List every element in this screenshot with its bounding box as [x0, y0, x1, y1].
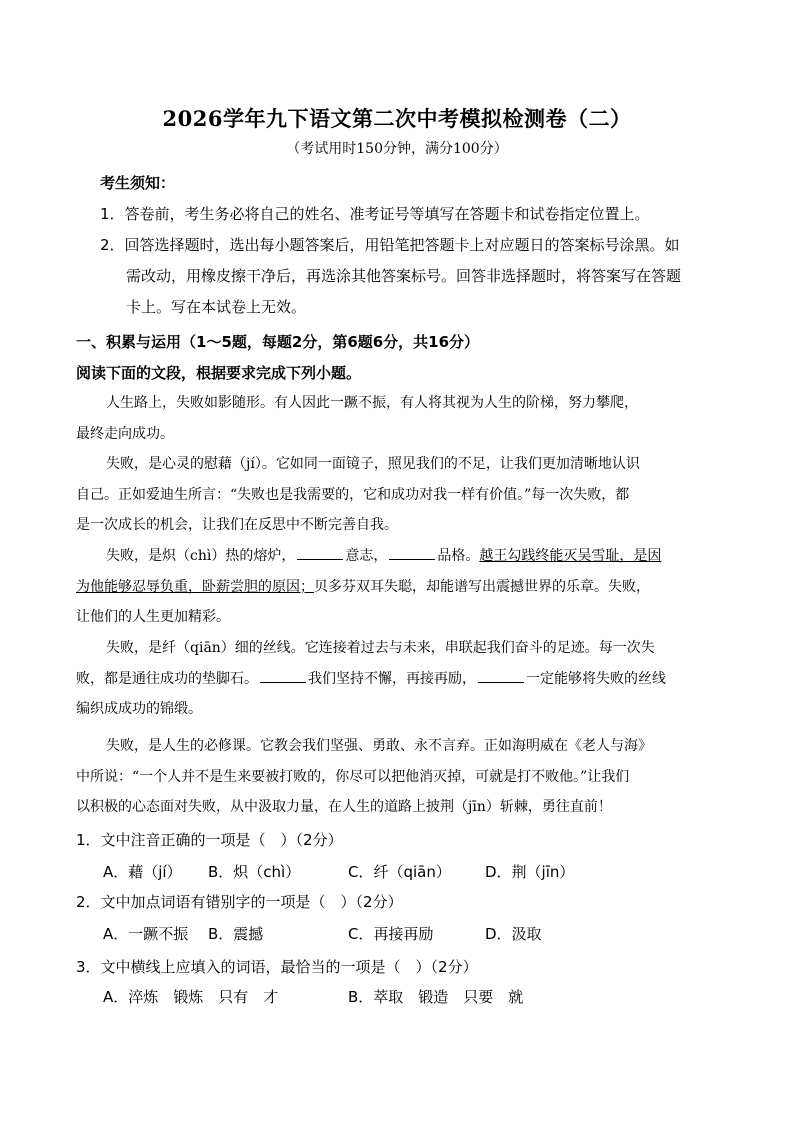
option-d: D．汲取 [485, 925, 542, 943]
question-1: 1．文中注音正确的一项是（ ）（2分） [76, 831, 343, 849]
passage-line: 失败，是纤（qiān）细的丝线。它连接着过去与未来，串联起我们奋斗的足迹。每一次失 [106, 640, 655, 656]
passage-paragraph-5 [76, 731, 726, 823]
passage-line: 让他们的人生更加精彩。 [76, 609, 230, 625]
exam-subtitle: （考试用时150分钟，满分100分） [286, 141, 508, 157]
notice-item-2-line-1: 2．回答选择题时，选出每小题答案后，用铅笔把答题卡上对应题日的答案标号涂黑。如 [100, 236, 680, 254]
section-heading: 一、积累与运用（1～5题，每题2分，第6题6分，共16分） [76, 333, 480, 351]
passage-line: 自己。正如爱迪生所言：“失败也是我需要的，它和成功对我一样有价值。”每一次失败，都 [76, 486, 630, 503]
notice-item-2-line-2: 需改动，用橡皮擦干净后，再选涂其他答案标号。回答非选择题时，将答案写在答题 [126, 267, 682, 285]
question-2: 2．文中加点词语有错别字的一项是（ ）（2分） [76, 893, 403, 911]
fill-blank [260, 670, 306, 683]
question-1-options [103, 861, 574, 882]
text-segment: 品格。 [437, 548, 480, 564]
passage-line: 失败，是心灵的慰藉（jí）。它如同一面镜子，照见我们的不足，让我们更加清晰地认识 [106, 456, 640, 472]
option-b: B．炽（chì） [208, 863, 301, 881]
passage-line: 以积极的心态面对失败，从中汲取力量，在人生的道路上披荆（jīn）斩棘，勇往直前！ [76, 799, 612, 815]
passage-line [76, 664, 726, 695]
option-d: D．荆（jīn） [485, 863, 575, 881]
passage-line: 是一次成长的机会，让我们在反思中不断完善自我。 [76, 517, 398, 533]
option-c: C．再接再励 [348, 925, 434, 943]
fill-blank [297, 547, 343, 560]
question-3-options [103, 986, 523, 1007]
text-segment: 意志， [345, 548, 388, 564]
text-segment: 败，都是通往成功的垫脚石。 [76, 670, 258, 687]
passage-line: 最终走向成功。 [76, 425, 174, 442]
notice-item-1: 1．答卷前，考生务必将自己的姓名、准考证号等填写在答题卡和试卷指定位置上。 [100, 205, 650, 223]
section-intro: 阅读下面的文段，根据要求完成下列小题。 [76, 364, 362, 382]
fill-blank [389, 547, 435, 560]
passage-paragraph-3 [76, 541, 726, 633]
option-b: B．震撼 [208, 925, 264, 943]
notice-item-2-line-3: 卡上。写在本试卷上无效。 [126, 298, 307, 316]
question-2-options [103, 923, 542, 944]
option-c: C．纤（qiān） [348, 863, 451, 881]
text-segment: 失败，是炽（chì）热的熔炉， [106, 548, 296, 564]
passage-line [76, 572, 726, 603]
passage-line [76, 541, 726, 572]
option-a: A．淬炼 锻炼 只有 才 [103, 988, 279, 1006]
text-segment: 贝多芬双耳失聪，却能谱写出震撼世界的乐章。失败， [314, 578, 650, 595]
passage-line: 中所说：“一个人并不是生来要被打败的，你尽可以把他消灭掉，可就是打不败他。”让我们 [76, 768, 630, 785]
text-segment: 一定能够将失败的丝线 [526, 670, 666, 687]
passage-paragraph-2 [76, 449, 726, 541]
fill-blank [478, 670, 524, 683]
exam-title: 2026学年九下语文第二次中考模拟检测卷（二） [162, 106, 632, 131]
passage-paragraph-1 [76, 388, 726, 449]
passage-paragraph-4 [76, 633, 726, 725]
text-segment: 我们坚持不懈，再接再励， [308, 670, 476, 687]
passage-line: 人生路上，失败如影随形。有人因此一蹶不振，有人将其视为人生的阶梯，努力攀爬， [106, 395, 638, 411]
underlined-sentence: 为他能够忍辱负重，卧薪尝胆的原因； [76, 578, 314, 595]
option-a: A．藉（jí） [103, 863, 182, 881]
notice-heading: 考生须知： [100, 174, 176, 192]
option-a: A．一蹶不振 [103, 925, 189, 943]
question-3: 3．文中横线上应填入的词语，最恰当的一项是（ ）（2分） [76, 958, 478, 976]
underlined-sentence: 越王勾践终能灭吴雪耻，是因 [479, 548, 662, 564]
passage-line: 失败，是人生的必修课。它教会我们坚强、勇敢、永不言弃。正如海明威在《老人与海》 [106, 738, 652, 754]
passage-line: 编织成成功的锦缎。 [76, 701, 202, 717]
option-b: B．萃取 锻造 只要 就 [348, 988, 524, 1006]
